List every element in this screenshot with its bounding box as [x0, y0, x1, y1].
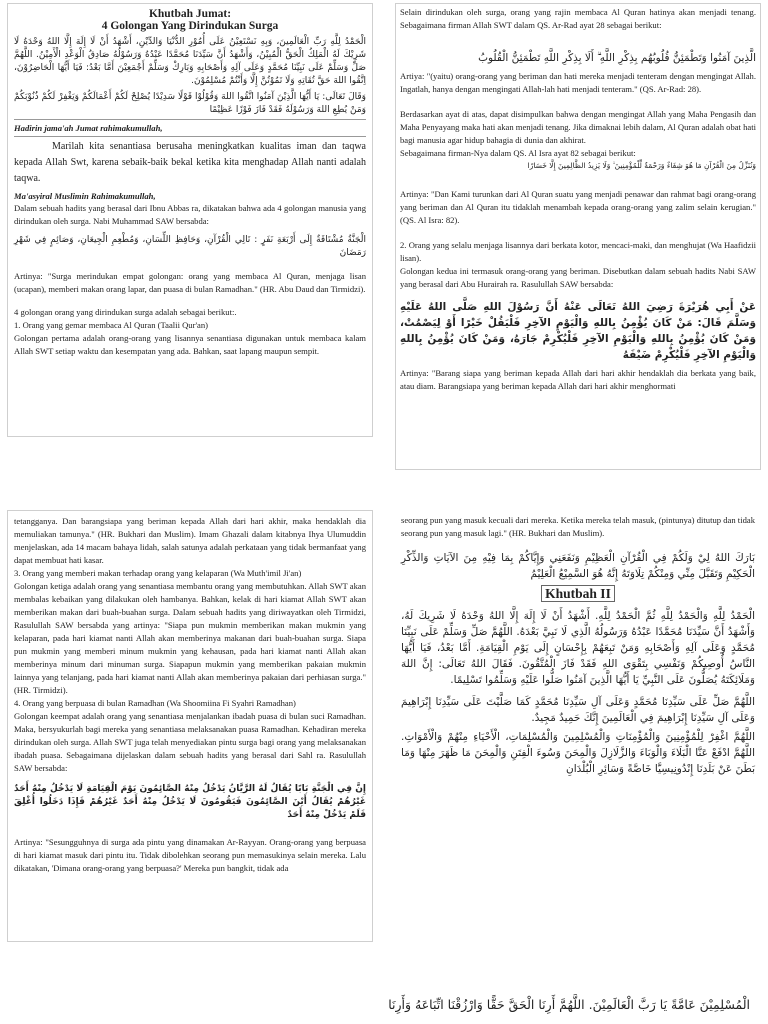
- paragraph: 1. Orang yang gemar membaca Al Quran (Taalii Qur'an): [14, 320, 208, 330]
- paragraph: Artinya: "Dan Kami turunkan dari Al Quran suatu yang menjadi penawar dan rahmat bagi orang-orang yang beriman dan Al Quran itu tidaklah menambah kepada orang-orang yang zalim selain kerugian." (QS. Al Isra: 82).: [400, 189, 756, 225]
- paragraph: Golongan keempat adalah orang yang senantiasa menjalankan ibadah puasa di bulan suci Ramadhan. Maka, bersyukurlah bagi mereka yang senantiasa melaksanakan puasa Ramadhan. Kehadiran mereka dirindukan oleh surga. Allah SWT juga telah menyediakan pintu surga bagi orang yang melaksanakan ibadah puasa. Sebagaimana dijelaskan dalam sebuah hadits yang berasal dari Sahl ra. Rasulullah SAW bersabda:: [14, 711, 366, 773]
- paragraph: Golongan ketiga adalah orang yang senantiasa membantu orang yang membutuhkan. Allah SWT akan membalas kebaikan yang dilakukan oleh hambanya. Bahkan, kelak di hari kiamat Allah SWT akan memberikan makan dari buah-buahan surga. Dalam sebuah hadits yang diriwayatkan oleh Tirmidzi, Rasulullah SAW bersabda yang artinya: "Siapa pun mukmin memberikan makan mukmin yang kelaparan, pada hari kiamat nanti Allah akan memberinya makanan dari buah-buahan surga. Siapa pun mukmin yang memberi minum mukmin yang kehausan, pada hari kiamat nanti Allah akan memberinya minum dari minuman surga. Siapapun mukmin yang memberikan pakaian mukmin lainnya yang telanjang, pada hari kiamat nanti Allah akan memberinya pakaian dari perhiasan surga." (HR. Tirmidzi).: [14, 581, 366, 695]
- page-bottom-left: [7, 510, 373, 942]
- paragraph: Artinya: "Barang siapa yang beriman kepada Allah dari hari akhir hendaklah dia berkata yang baik, atau diam. Barangsiapa yang beriman kepada Allah dari hari akhir menghormati: [400, 368, 756, 391]
- page-top-right: [395, 3, 761, 470]
- greeting-hadirin: Hadirin jama'ah Jumat rahimakumullah,: [14, 122, 366, 137]
- paragraph: 2. Orang yang selalu menjaga lisannya dari berkata kotor, mencaci-maki, dan menghujat (Wa Haafidzii lisan).: [400, 240, 756, 263]
- paragraph: Golongan pertama adalah orang-orang yang lisannya senantiasa digunakan untuk membaca kalam Allah SWT setiap waktu dan kesempatan yang ada. Bahkan, saat lapang maupun sempit.: [14, 333, 366, 356]
- arabic-verse: الَّذِينَ آمَنُوا وَتَطْمَئِنُّ قُلُوبُهُم بِذِكْرِ اللَّهِ ۗ أَلَا بِذِكْرِ اللَّهِ تَطْمَئِنُّ الْقُلُوبُ: [478, 52, 756, 64]
- paragraph: 4 golongan orang yang dirindukan surga adalah sebagai berikut:.: [14, 307, 237, 317]
- paragraph: Artiya: "(yaitu) orang-orang yang beriman dan hati mereka menjadi tenteram dengan mengingat Allah. Ingatlah, hanya dengan mengingati Allah-lah hati menjadi tenteram." (QS. Ar-Rad: 28).: [400, 71, 756, 94]
- arabic-doa: اللَّهُمَّ اغْفِرْ لِلْمُؤْمِنِينَ وَالْمُؤْمِنَاتِ وَالْمُسْلِمِينَ وَالْمُسْلِمَاتِ، الْأَحْيَاءِ مِنْهُمْ وَالْأَمْوَاتِ. اللَّهُمَّ ادْفَعْ عَنَّا الْبَلَاءَ وَالْوَبَاءَ وَالزَّلَازِلَ وَالْمِحَنَ وَسُوءَ الْفِتَنِ وَالْمِحَنَ مَا ظَهَرَ مِنْهَا وَمَا بَطَنَ عَنْ بَلَدِنَا إِنْدُونِيسِيَّا خَاصَّةً وَسَائِرِ الْبُلْدَانِ: [401, 731, 755, 775]
- arabic-footer: الْمُسْلِمِيْنَ عَامَّةً يَا رَبَّ الْعَالَمِيْنَ. اللَّهُمَّ أَرِنَا الْحَقَّ حَقًّا وَارْزُقْنَا اتِّبَاعَهُ وَأَرِنَا: [388, 997, 750, 1012]
- page-title: Khutbah Jumat: 4 Golongan Yang Dirindukan Surga: [101, 8, 279, 32]
- greeting-maasyiral: Ma'asyiral Muslimin Rahimakumullah,: [14, 191, 156, 201]
- footer-strip: [18, 992, 756, 1020]
- arabic-hadith: إِنَّ فِي الْجَنَّةِ بَابًا يُقَالُ لَهُ الرَّيَّانُ يَدْخُلُ مِنْهُ الصَّائِمُونَ يَوْمَ الْقِيَامَةِ لَا يَدْخُلُ مِنْهُ أَحَدٌ غَيْرُهُمْ يُقَالُ أَيْنَ الصَّائِمُونَ فَيَقُومُونَ لَا يَدْخُلُ مِنْهُ أَحَدٌ غَيْرُهُمْ فَإِذَا دَخَلُوا أُغْلِقَ فَلَمْ يَدْخُلْ مِنْهُ أَحَدٌ: [14, 784, 366, 820]
- arabic-opening: الْحَمْدُ لِلَّهِ رَبِّ الْعَالَمِينَ، وَبِهِ نَسْتَعِيْنُ عَلَى أُمُوْرِ الدُّنْيَا وَالدِّيْنِ، أَشْهَدُ أَنْ لَا إِلَهَ إِلَّا اللهُ وَحْدَهُ لَا شَرِيْكَ لَهُ الْمَلِكُ الْحَقُّ الْمُبِيْنُ، وَأَشْهَدُ أَنَّ سَيِّدَنَا مُحَمَّدًا عَبْدُهُ وَرَسُوْلُهُ صَادِقُ الْوَعْدِ الْأَمِيْنُ. اللَّهُمَّ صَلِّ وَسَلِّمْ عَلَى نَبِيِّنَا مُحَمَّدٍ وَعَلَى آلِهِ وَأَصْحَابِهِ وَبَارِكْ وَسَلِّمْ أَجْمَعِيْنَ أَمَّا بَعْدُ: فَيَا أَيُّهَا الْحَاضِرُوْنَ، اِتَّقُوا اللهَ حَقَّ تُقَاتِهِ وَلَا تَمُوْتُنَّ إِلَّا وَأَنْتُمْ مُسْلِمُوْنَ.: [14, 37, 366, 86]
- arabic-closing: بَارَكَ اللهُ لِيْ وَلَكُمْ فِي الْقُرْآنِ الْعَظِيْمِ وَنَفَعَنِي وَإِيَّاكُمْ بِمَا فِيْهِ مِنَ الآيَاتِ وَالذِّكْرِ الْحَكِيْمِ وَتَقَبَّلَ مِنِّي وَمِنْكُمْ تِلَاوَتَهُ إِنَّهُ هُوَ السَّمِيْعُ الْعَلِيْمُ: [401, 552, 755, 580]
- paragraph: 3. Orang yang memberi makan terhadap orang yang kelaparan (Wa Muth'imil Ji'an): [14, 568, 302, 578]
- paragraph: seorang pun yang masuk kecuali dari mereka. Ketika mereka telah masuk, (pintunya) ditutup dan tidak seorang pun yang masuk lagi." (HR. Bukhari dan Muslim).: [401, 515, 755, 538]
- paragraph: tetangganya. Dan barangsiapa yang beriman kepada Allah dari hari akhir, maka hendaklah dia memuliakan tamunya." (HR. Bukhari dan Muslim). Imam Ghazali dalam kitabnya Ihya Ulumuddin menjelaskan, ada 14 macam bahaya lidah, salah satunya adalah perkataan yang tidak bermanfaat yang dapat membuat hati kasar.: [14, 516, 366, 565]
- paragraph: Artinya: "Sesungguhnya di surga ada pintu yang dinamakan Ar-Rayyan. Orang-orang yang berpuasa di hari kiamat masuk dari pintu itu. Tidak dibolehkan seorang pun memasukinya selain mereka. Lalu dikatakan, 'Dimana orang-orang yang berpuasa?' Mereka pun bangkit, tidak ada: [14, 837, 366, 873]
- paragraph: 4. Orang yang berpuasa di bulan Ramadhan (Wa Shoomiina Fi Syahri Ramadhan): [14, 698, 296, 708]
- khutbah-two-title: Khutbah II: [401, 586, 755, 602]
- arabic-hadith: عَنْ أَبِي هُرَيْرَةَ رَضِيَ اللهُ تَعَالَى عَنْهُ أَنَّ رَسُوْلَ اللهِ صَلَّى اللهُ عَلَيْهِ وَسَلَّمَ قَالَ: مَنْ كَانَ يُؤْمِنُ بِاللهِ وَالْيَوْمِ الآخِرِ فَلْيَقُلْ خَيْرًا أَوْ لِيَصْمُتْ، وَمَنْ كَانَ يُؤْمِنُ بِاللهِ وَالْيَوْمِ الآخِرِ فَلْيُكْرِمْ جَارَهُ، وَمَنْ كَانَ يُؤْمِنُ بِاللهِ وَالْيَوْمِ الآخِرِ فَلْيُكْرِمْ ضَيْفَهُ: [400, 301, 756, 361]
- paragraph: Selain dirindukan oleh surga, orang yang rajin membaca Al Quran hatinya akan menjadi tenang. Sebagaimana firman Allah SWT dalam QS. Ar-Rad ayat 28 sebagai berikut:: [400, 7, 756, 30]
- paragraph: Artinya: "Surga merindukan empat golongan: orang yang membaca Al Quran, menjaga lisan (ucapan), memberi makan orang lapar, dan puasa di bulan Ramadhan." (HR. Abu Daud dan Tirmidzi).: [14, 271, 366, 294]
- arabic-verse: وَنُنَزِّلُ مِنَ الْقُرْآنِ مَا هُوَ شِفَاءٌ وَرَحْمَةٌ لِّلْمُؤْمِنِينَ ۙ وَلَا يَزِيدُ الظَّالِمِينَ إِلَّا خَسَارًا: [527, 161, 756, 170]
- paragraph: Golongan kedua ini termasuk orang-orang yang beriman. Disebutkan dalam sebuah hadits Nabi SAW yang berasal dari Abu Hurairah ra. Rasulullah SAW bersabda:: [400, 266, 756, 289]
- arabic-shalawat: اللَّهُمَّ صَلِّ عَلَى سَيِّدِنَا مُحَمَّدٍ وَعَلَى آلِ سَيِّدِنَا مُحَمَّدٍ كَمَا صَلَّيْتَ عَلَى سَيِّدِنَا إِبْرَاهِيمَ وَعَلَى آلِ سَيِّدِنَا إِبْرَاهِيمَ فِي الْعَالَمِينَ إِنَّكَ حَمِيدٌ مَجِيدٌ.: [401, 696, 755, 724]
- arabic-verse: وَقَالَ تَعَالَى: يَا أَيُّهَا الَّذِيْنَ آمَنُوا اتَّقُوا اللهَ وَقُوْلُوْا قَوْلًا سَدِيْدًا يُصْلِحْ لَكُمْ أَعْمَالَكُمْ وَيَغْفِرْ لَكُمْ ذُنُوْبَكُمْ وَمَنْ يُطِعِ اللهَ وَرَسُوْلَهُ فَقَدْ فَازَ فَوْزًا عَظِيْمًا: [14, 91, 366, 120]
- paragraph: Marilah kita senantiasa berusaha meningkatkan kualitas iman dan taqwa kepada Allah Swt, karena sebaik-baik bekal ketika kita menghadap Allah nanti adalah taqwa.: [14, 141, 366, 184]
- page-top-left: [7, 3, 373, 437]
- page-bottom-right: [395, 510, 761, 942]
- arabic-hadith: الْجَنَّةُ مُشْتَاقَةٌ إِلَى أَرْبَعَةِ نَفَرٍ : تَالِي الْقُرْآنِ، وَحَافِظِ اللِّسَانِ، وَمُطْعِمِ الْجِيعَانِ، وَصَائِمٍ فِي شَهْرِ رَمَضَانَ: [14, 235, 366, 258]
- paragraph: Dalam sebuah hadits yang berasal dari Ibnu Abbas ra, dikatakan bahwa ada 4 golongan manusia yang dirindukan oleh surga. Nabi Muhammad SAW bersabda:: [14, 203, 366, 226]
- paragraph: Sebagaimana firman-Nya dalam QS. Al Isra ayat 82 sebagai berikut:: [400, 148, 636, 158]
- arabic-khutbah-two: الْحَمْدُ لِلَّهِ وَالْحَمْدُ لِلَّهِ ثُمَّ الْحَمْدُ لِلَّهِ. أَشْهَدُ أَنْ لَا إِلَهَ إِلَّا اللهُ وَحْدَهُ لَا شَرِيكَ لَهُ، وَأَشْهَدُ أَنَّ سَيِّدَنَا مُحَمَّدًا عَبْدُهُ وَرَسُولُهُ الَّذِي لَا نَبِيَّ بَعْدَهُ. اللَّهُمَّ صَلِّ وَسَلِّمْ عَلَى نَبِيِّنَا مُحَمَّدٍ وَعَلَى آلِهِ وَأَصْحَابِهِ وَمَنْ تَبِعَهُمْ بِإِحْسَانٍ إِلَى يَوْمِ الْقِيَامَةِ. أَمَّا بَعْدُ، فَيَا أَيُّهَا النَّاسُ أُوصِيكُمْ وَنَفْسِي بِتَقْوَى اللهِ فَقَدْ فَازَ الْمُتَّقُونَ. فَقَالَ اللهُ تَعَالَى: إِنَّ اللهَ وَمَلَائِكَتَهُ يُصَلُّونَ عَلَى النَّبِيِّ يَا أَيُّهَا الَّذِينَ آمَنُوا صَلُّوا عَلَيْهِ وَسَلِّمُوا تَسْلِيمًا.: [401, 610, 755, 686]
- paragraph: Berdasarkan ayat di atas, dapat disimpulkan bahwa dengan mengingat Allah yang Maha Pengasih dan Maha Penyayang maka hati akan menjadi tenang. Jika dimaknai lebih dalam, Al Quran adalah obat hati bagi manusia agar hidup bahagia di dunia dan akhirat.: [400, 109, 756, 145]
